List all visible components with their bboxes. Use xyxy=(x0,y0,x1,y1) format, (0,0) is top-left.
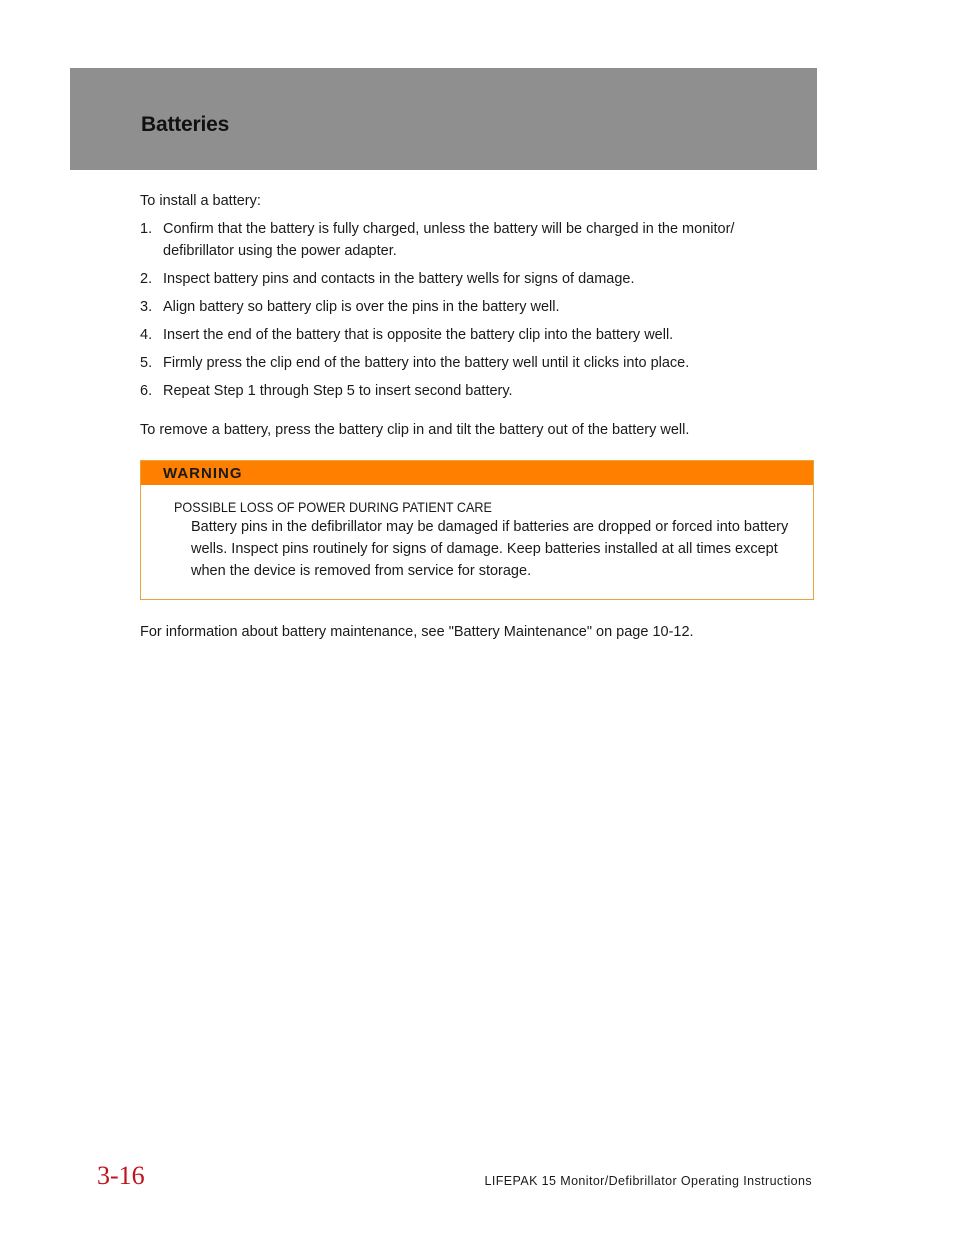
page-number: 3-16 xyxy=(97,1161,145,1190)
step-number: 5. xyxy=(140,355,153,371)
remove-instructions: To remove a battery, press the battery clip in and tilt the battery out of the battery well. xyxy=(140,422,690,438)
warning-text: Battery pins in the defibrillator may be damaged if batteries are dropped or forced into battery wells. Inspect pins routinely for signs of damage. Keep batteries installed at all times except when the device is removed from service for storage. xyxy=(191,519,789,579)
step-number: 2. xyxy=(140,271,153,287)
section-title: Batteries xyxy=(141,113,230,136)
step-item xyxy=(140,268,800,290)
step-text: Align battery so battery clip is over the pins in the battery well. xyxy=(163,299,560,315)
warning-label: WARNING xyxy=(163,465,243,482)
step-number: 3. xyxy=(140,299,153,315)
step-number: 6. xyxy=(140,383,153,399)
step-text: Insert the end of the battery that is opposite the battery clip into the battery well. xyxy=(163,327,674,343)
step-item xyxy=(140,380,800,402)
step-item xyxy=(140,218,800,262)
step-item xyxy=(140,324,800,346)
step-item xyxy=(140,352,800,374)
step-text: Confirm that the battery is fully charged, unless the battery will be charged in the monitor/ defibrillator using the power adapter. xyxy=(163,221,735,259)
warning-title: POSSIBLE LOSS OF POWER DURING PATIENT CARE xyxy=(174,499,492,515)
step-number: 4. xyxy=(140,327,153,343)
step-text: Inspect battery pins and contacts in the battery wells for signs of damage. xyxy=(163,271,635,287)
step-text: Repeat Step 1 through Step 5 to insert second battery. xyxy=(163,383,513,399)
install-steps-list xyxy=(140,218,800,408)
step-number: 1. xyxy=(140,221,153,237)
footer-document-title: LIFEPAK 15 Monitor/Defibrillator Operating Instructions xyxy=(484,1174,812,1188)
warning-box xyxy=(140,460,814,600)
install-intro: To install a battery: xyxy=(140,193,261,209)
step-item xyxy=(140,296,800,318)
warning-header-bar xyxy=(141,461,813,485)
step-text: Firmly press the clip end of the battery into the battery well until it clicks into place. xyxy=(163,355,690,371)
maintenance-reference: For information about battery maintenance, see "Battery Maintenance" on page 10-12. xyxy=(140,624,694,640)
